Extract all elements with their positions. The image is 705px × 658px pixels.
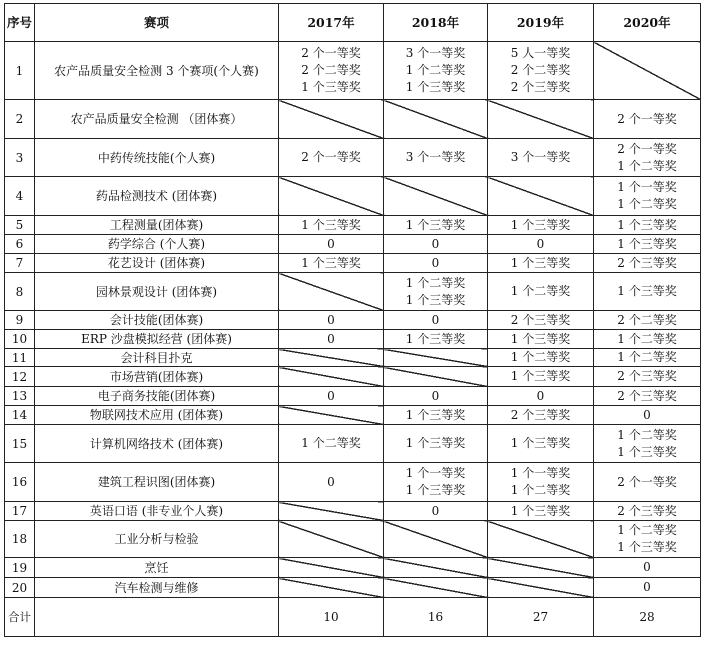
award-line: 0 [431, 255, 440, 270]
table-row [5, 349, 701, 367]
table-row [5, 311, 701, 330]
award-line: 2 个三等奖 [510, 407, 571, 422]
award-cell-2018 [384, 139, 488, 177]
award-line: 2 个一等奖 [617, 474, 677, 489]
not-held-cell [594, 42, 701, 100]
table-row [5, 502, 701, 521]
row-number: 7 [5, 254, 35, 273]
row-number: 8 [5, 273, 35, 311]
not-held-cell [279, 273, 384, 311]
award-line: 1 个三等奖 [510, 331, 571, 346]
award-cell-2018 [384, 330, 488, 349]
event-name: 药品检测技术 (团体赛) [35, 177, 279, 216]
table-row [5, 273, 701, 311]
award-cell-2020 [594, 100, 701, 139]
award-line: 1 个三等奖 [301, 80, 361, 94]
award-cell-2017 [279, 254, 384, 273]
event-name: 药学综合 (个人赛) [35, 235, 279, 254]
event-name: 电子商务技能(团体赛) [35, 387, 279, 406]
award-cell-2019 [488, 502, 594, 521]
total-label: 合计 [5, 598, 35, 637]
table-row [5, 139, 701, 177]
award-line: 0 [643, 560, 651, 574]
row-number: 4 [5, 177, 35, 216]
table-row [5, 254, 701, 273]
award-cell-2017 [279, 330, 384, 349]
event-name: 农产品质量安全检测 （团体赛） [35, 100, 279, 139]
award-cell-2018 [384, 42, 488, 100]
award-cell-2017 [279, 235, 384, 254]
award-cell-2018 [384, 273, 488, 311]
table-row [5, 216, 701, 235]
event-name: 工程测量(团体赛) [35, 216, 279, 235]
table-row [5, 367, 701, 387]
total-2019: 27 [488, 598, 594, 637]
row-number: 17 [5, 502, 35, 521]
event-name: 建筑工程识图(团体赛) [35, 463, 279, 502]
award-line: 0 [327, 388, 335, 403]
award-line: 1 个一等奖 [510, 466, 571, 480]
award-line: 1 个三等奖 [405, 436, 466, 450]
not-held-cell [279, 502, 384, 521]
award-cell-2020 [594, 367, 701, 387]
award-cell-2018 [384, 254, 488, 273]
award-cell-2020 [594, 311, 701, 330]
award-line: 1 个三等奖 [617, 540, 677, 554]
award-line: 0 [643, 580, 651, 594]
header-row [5, 4, 701, 42]
award-cell-2020 [594, 273, 701, 311]
table-row [5, 387, 701, 406]
award-line: 1 个一等奖 [617, 180, 677, 194]
award-cell-2017 [279, 425, 384, 463]
award-cell-2019 [488, 42, 594, 100]
header-2020: 2020年 [594, 4, 701, 42]
award-cell-2018 [384, 387, 488, 406]
award-cell-2020 [594, 254, 701, 273]
not-held-cell [488, 177, 594, 216]
award-line: 2 个三等奖 [617, 369, 677, 383]
header-event: 赛项 [35, 4, 279, 42]
award-line: 5 人一等奖 [510, 46, 571, 60]
table-row [5, 100, 701, 139]
award-cell-2020 [594, 139, 701, 177]
award-line: 1 个二等奖 [617, 427, 677, 442]
award-line: 2 个二等奖 [617, 312, 677, 327]
award-line: 1 个三等奖 [301, 217, 361, 232]
event-name: 会计科目扑克 [35, 349, 279, 367]
table-row [5, 558, 701, 578]
award-line: 0 [431, 312, 440, 327]
award-cell-2017 [279, 463, 384, 502]
award-cell-2017 [279, 42, 384, 100]
award-line: 1 个三等奖 [617, 236, 677, 251]
award-cell-2020 [594, 502, 701, 521]
award-cell-2020 [594, 521, 701, 558]
award-cell-2020 [594, 463, 701, 502]
award-line: 0 [431, 388, 440, 403]
award-line: 1 个二等奖 [617, 350, 677, 364]
award-line: 3 个一等奖 [405, 46, 466, 60]
award-cell-2019 [488, 406, 594, 425]
event-name: 会计技能(团体赛) [35, 311, 279, 330]
row-number: 15 [5, 425, 35, 463]
award-cell-2020 [594, 216, 701, 235]
not-held-cell [384, 100, 488, 139]
row-number: 11 [5, 349, 35, 367]
row-number: 18 [5, 521, 35, 558]
award-line: 1 个二等奖 [405, 63, 466, 77]
award-line: 1 个三等奖 [405, 217, 466, 232]
table-row [5, 330, 701, 349]
header-seq: 序号 [5, 4, 35, 42]
award-line: 0 [536, 388, 545, 403]
award-line: 1 个三等奖 [405, 483, 466, 497]
row-number: 9 [5, 311, 35, 330]
award-cell-2018 [384, 425, 488, 463]
total-row [5, 598, 701, 637]
not-held-cell [384, 578, 488, 598]
award-cell-2017 [279, 387, 384, 406]
award-line: 1 个一等奖 [405, 466, 466, 480]
event-name: 市场营销(团体赛) [35, 367, 279, 387]
award-cell-2019 [488, 216, 594, 235]
award-cell-2019 [488, 463, 594, 502]
event-name: 农产品质量安全检测 3 个赛项(个人赛) [35, 42, 279, 100]
award-line: 0 [327, 312, 335, 327]
award-line: 1 个三等奖 [405, 407, 466, 422]
award-line: 0 [327, 331, 335, 346]
award-line: 1 个三等奖 [617, 217, 677, 232]
award-line: 1 个三等奖 [510, 255, 571, 270]
table-row [5, 578, 701, 598]
not-held-cell [488, 558, 594, 578]
row-number: 16 [5, 463, 35, 502]
award-line: 1 个二等奖 [510, 284, 571, 298]
award-cell-2020 [594, 177, 701, 216]
row-number: 3 [5, 139, 35, 177]
table-row [5, 235, 701, 254]
event-name: 英语口语 (非专业个人赛) [35, 502, 279, 521]
award-line: 0 [643, 407, 651, 422]
award-cell-2020 [594, 349, 701, 367]
row-number: 13 [5, 387, 35, 406]
award-cell-2019 [488, 139, 594, 177]
award-line: 2 个二等奖 [301, 63, 361, 77]
award-line: 0 [431, 503, 440, 518]
award-line: 2 个二等奖 [510, 63, 571, 77]
award-cell-2019 [488, 330, 594, 349]
award-line: 1 个二等奖 [301, 436, 361, 450]
not-held-cell [279, 406, 384, 425]
award-cell-2020 [594, 425, 701, 463]
award-cell-2020 [594, 387, 701, 406]
event-name: 烹饪 [35, 558, 279, 578]
award-line: 1 个三等奖 [510, 217, 571, 232]
not-held-cell [488, 100, 594, 139]
award-cell-2018 [384, 216, 488, 235]
award-line: 1 个二等奖 [510, 483, 571, 497]
event-name: 工业分析与检验 [35, 521, 279, 558]
award-cell-2019 [488, 425, 594, 463]
award-line: 1 个三等奖 [617, 284, 677, 298]
event-name: 园林景观设计 (团体赛) [35, 273, 279, 311]
total-2017: 10 [279, 598, 384, 637]
award-line: 1 个二等奖 [617, 523, 677, 537]
not-held-cell [279, 349, 384, 367]
row-number: 10 [5, 330, 35, 349]
award-line: 2 个一等奖 [301, 46, 361, 60]
award-cell-2019 [488, 254, 594, 273]
award-line: 2 个一等奖 [617, 111, 677, 126]
awards-table [4, 3, 701, 637]
award-line: 3 个一等奖 [405, 150, 466, 164]
not-held-cell [279, 367, 384, 387]
award-cell-2019 [488, 273, 594, 311]
award-line: 0 [536, 236, 545, 251]
event-name: 计算机网络技术 (团体赛) [35, 425, 279, 463]
event-name: ERP 沙盘模拟经营 (团体赛) [35, 330, 279, 349]
award-cell-2020 [594, 235, 701, 254]
award-line: 0 [327, 474, 335, 489]
award-cell-2017 [279, 311, 384, 330]
award-line: 0 [327, 236, 335, 251]
award-cell-2018 [384, 235, 488, 254]
award-line: 1 个二等奖 [617, 197, 677, 211]
award-line: 2 个三等奖 [510, 312, 571, 327]
award-line: 2 个三等奖 [617, 503, 677, 518]
row-number: 2 [5, 100, 35, 139]
header-2017: 2017年 [279, 4, 384, 42]
total-empty-cell [35, 598, 279, 637]
award-line: 1 个二等奖 [510, 350, 571, 364]
table-row [5, 177, 701, 216]
not-held-cell [279, 521, 384, 558]
not-held-cell [384, 367, 488, 387]
table-row [5, 463, 701, 502]
award-line: 2 个三等奖 [617, 388, 677, 403]
award-line: 2 个三等奖 [510, 80, 571, 94]
row-number: 1 [5, 42, 35, 100]
total-2020: 28 [594, 598, 701, 637]
not-held-cell [488, 521, 594, 558]
table-row [5, 521, 701, 558]
not-held-cell [384, 521, 488, 558]
table-row [5, 42, 701, 100]
award-line: 2 个一等奖 [301, 150, 361, 164]
not-held-cell [279, 558, 384, 578]
row-number: 5 [5, 216, 35, 235]
award-line: 1 个三等奖 [510, 369, 571, 383]
award-cell-2018 [384, 463, 488, 502]
award-line: 2 个一等奖 [617, 141, 677, 156]
table-row [5, 425, 701, 463]
award-cell-2017 [279, 139, 384, 177]
award-cell-2020 [594, 558, 701, 578]
award-line: 1 个三等奖 [617, 444, 677, 459]
not-held-cell [279, 177, 384, 216]
event-name: 汽车检测与维修 [35, 578, 279, 598]
event-name: 花艺设计 (团体赛) [35, 254, 279, 273]
award-cell-2019 [488, 349, 594, 367]
award-cell-2018 [384, 406, 488, 425]
award-line: 1 个二等奖 [405, 275, 466, 290]
award-cell-2020 [594, 330, 701, 349]
event-name: 中药传统技能(个人赛) [35, 139, 279, 177]
row-number: 6 [5, 235, 35, 254]
row-number: 20 [5, 578, 35, 598]
not-held-cell [279, 578, 384, 598]
table-body [5, 42, 701, 598]
total-2018: 16 [384, 598, 488, 637]
header-2018: 2018年 [384, 4, 488, 42]
award-cell-2017 [279, 216, 384, 235]
award-line: 1 个三等奖 [405, 80, 466, 94]
award-line: 1 个二等奖 [617, 331, 677, 346]
award-cell-2019 [488, 367, 594, 387]
award-cell-2019 [488, 235, 594, 254]
award-line: 1 个三等奖 [405, 292, 466, 307]
not-held-cell [384, 177, 488, 216]
award-cell-2020 [594, 578, 701, 598]
award-line: 3 个一等奖 [510, 150, 571, 164]
not-held-cell [488, 578, 594, 598]
row-number: 19 [5, 558, 35, 578]
not-held-cell [384, 349, 488, 367]
table-row [5, 406, 701, 425]
award-cell-2020 [594, 406, 701, 425]
award-line: 1 个三等奖 [301, 255, 361, 270]
award-cell-2019 [488, 387, 594, 406]
award-line: 0 [431, 236, 440, 251]
row-number: 12 [5, 367, 35, 387]
event-name: 物联网技术应用 (团体赛) [35, 406, 279, 425]
award-cell-2018 [384, 311, 488, 330]
award-cell-2018 [384, 502, 488, 521]
not-held-cell [384, 558, 488, 578]
award-line: 1 个三等奖 [510, 503, 571, 518]
row-number: 14 [5, 406, 35, 425]
award-cell-2019 [488, 311, 594, 330]
award-line: 1 个三等奖 [510, 436, 571, 450]
award-line: 1 个二等奖 [617, 158, 677, 173]
header-2019: 2019年 [488, 4, 594, 42]
award-line: 2 个三等奖 [617, 255, 677, 270]
award-line: 1 个三等奖 [405, 331, 466, 346]
not-held-cell [279, 100, 384, 139]
